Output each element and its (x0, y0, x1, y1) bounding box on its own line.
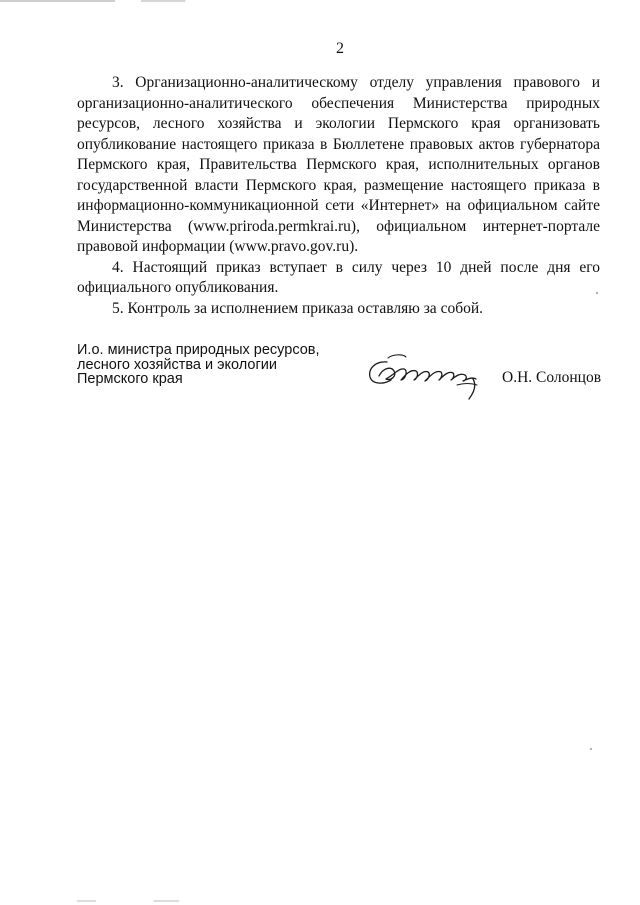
scan-speck (590, 748, 592, 750)
paragraph-3: 3. Организационно-аналитическому отделу управления правового и организационно-аналитического обеспечения Министерства природных ресурсов, лесного хозяйства и экологии Пермского края организовать опубликование настоящего приказа в Бюллетене правовых актов губернатора Пермского края, Правительства Пермского края, исполнительных органов государственной власти Пермского края, размещение настоящего приказа в информационно-коммуникационной сети «Интернет» на официальном сайте Министерства (www.priroda.permkrai.ru), официальном интернет-портале правовой информации (www.pravo.gov.ru). (77, 74, 600, 255)
signatory-position-line-3: Пермского края (77, 371, 183, 387)
scan-speck (596, 292, 598, 294)
order-body (77, 73, 600, 319)
page-number: 2 (336, 40, 344, 57)
signer-name: О.Н. Солонцов (502, 369, 602, 386)
paragraph-4: 4. Настоящий приказ вступает в силу через 10 дней после дня его официального опубликования. (77, 258, 600, 296)
scan-edge-top (0, 0, 640, 2)
paragraph-5: 5. Контроль за исполнением приказа оставляю за собой. (112, 299, 484, 317)
signatory-position-line-2: лесного хозяйства и экологии (77, 356, 277, 373)
scan-edge-bottom (0, 900, 640, 902)
signatory-position-line-1: И.о. министра природных ресурсов, (77, 342, 320, 358)
signatory-position (77, 342, 320, 387)
handwritten-signature (365, 352, 490, 402)
